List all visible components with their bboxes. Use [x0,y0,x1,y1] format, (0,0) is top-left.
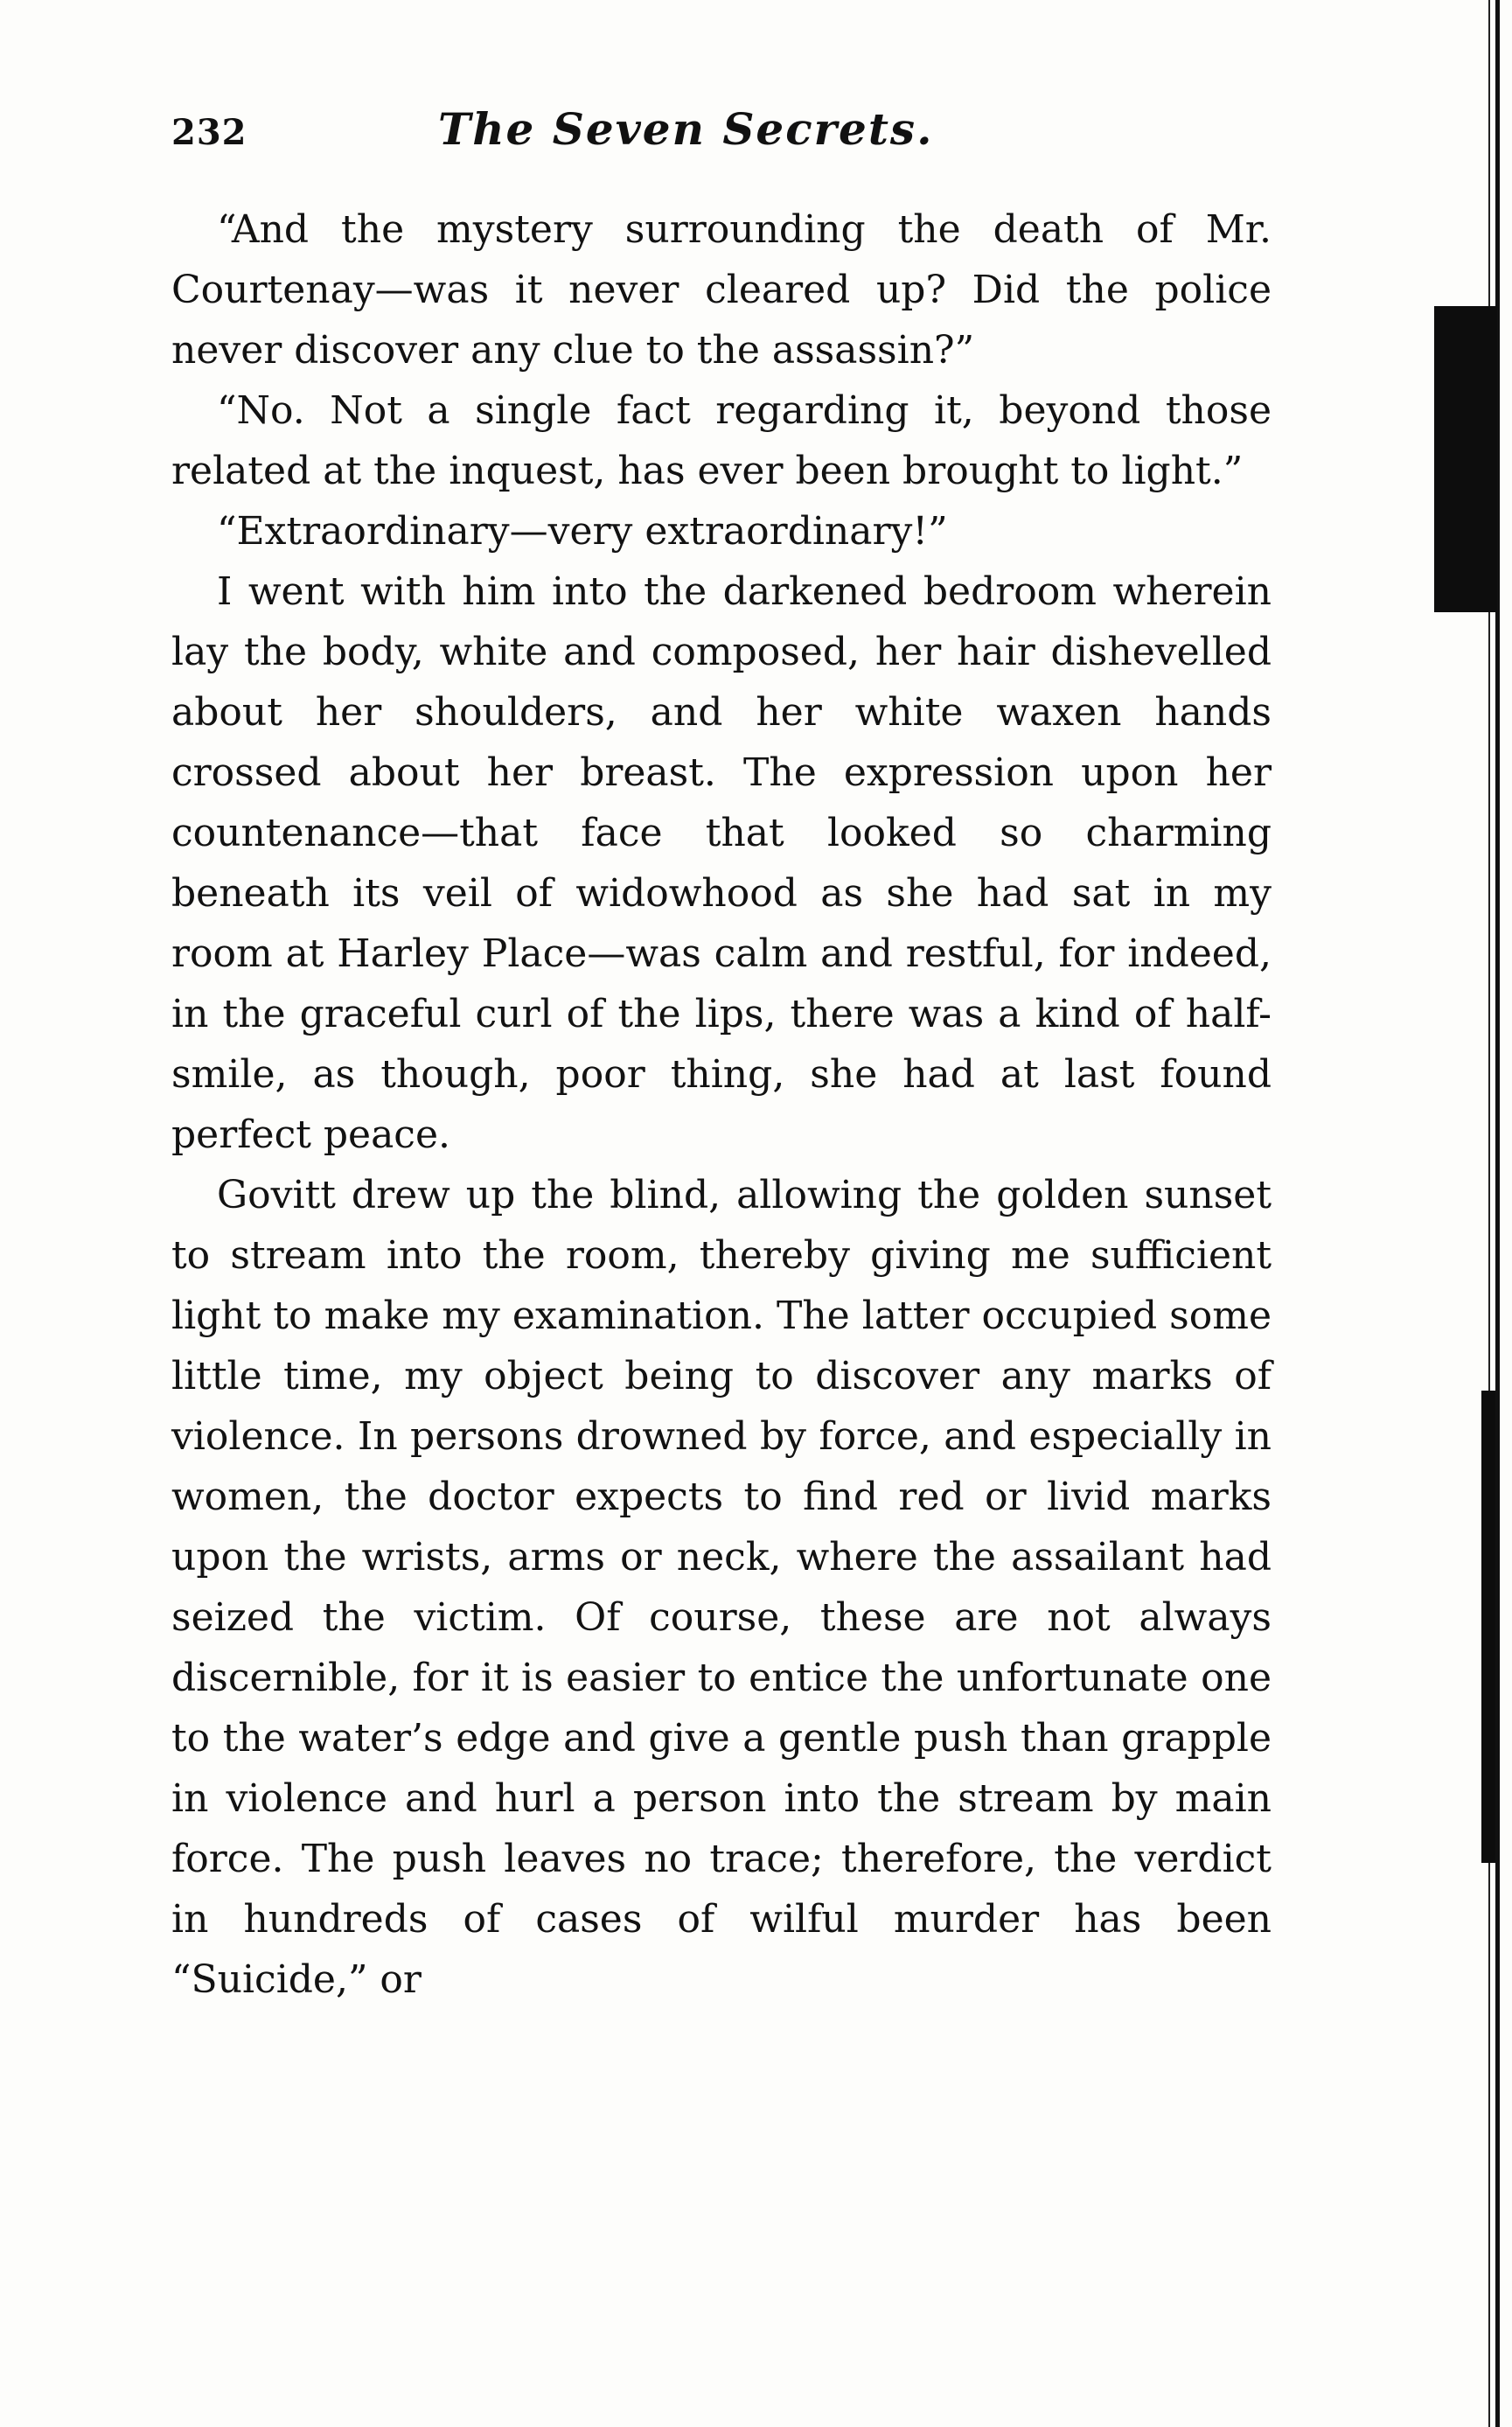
paragraph: “No. Not a single fact regarding it, beyond those related at the inquest, has ever been brought to light.” [171,388,1272,493]
running-title: The Seven Secrets. [438,103,934,155]
paragraph: I went with him into the darkened bedroom wherein lay the body, white and composed, her hair dishevelled about her shoulders, and her white waxen hands crossed about her breast. The expression upon her countenance—that face that looked so charming beneath its veil of widowhood as she had sat in my room at Harley Place—was calm and restful, for indeed, in the graceful curl of the lips, there was a kind of half-smile, as though, poor thing, she had at last found perfect peace. [171,569,1272,1157]
scan-artifact-upper [1434,306,1497,612]
scan-artifact-lower [1481,1391,1495,1863]
paragraph: “Extraordinary—very extraordinary!” [217,509,948,554]
paragraph: Govitt drew up the blind, allowing the golden sunset to stream into the room, thereby giving me sufficient light to make my examination. The latter occupied some little time, my object being to discover any marks of violence. In persons drowned by force, and especially in women, the doctor expects to find red or livid marks upon the wrists, arms or neck, where the assailant had seized the victim. Of course, these are not always discernible, for it is easier to entice the unfortunate one to the water’s edge and give a gentle push than grapple in violence and hurl a person into the stream by main force. The push leaves no trace; therefore, the verdict in hundreds of cases of wilful murder has been “Suicide,” or [171,1173,1272,2002]
page-header [171,103,1273,173]
paragraph: “And the mystery surrounding the death of Mr. Courtenay—was it never cleared up? Did the police never discover any clue to the assassin?” [171,207,1272,373]
page-number: 232 [171,112,247,153]
body-text [171,199,1272,2010]
